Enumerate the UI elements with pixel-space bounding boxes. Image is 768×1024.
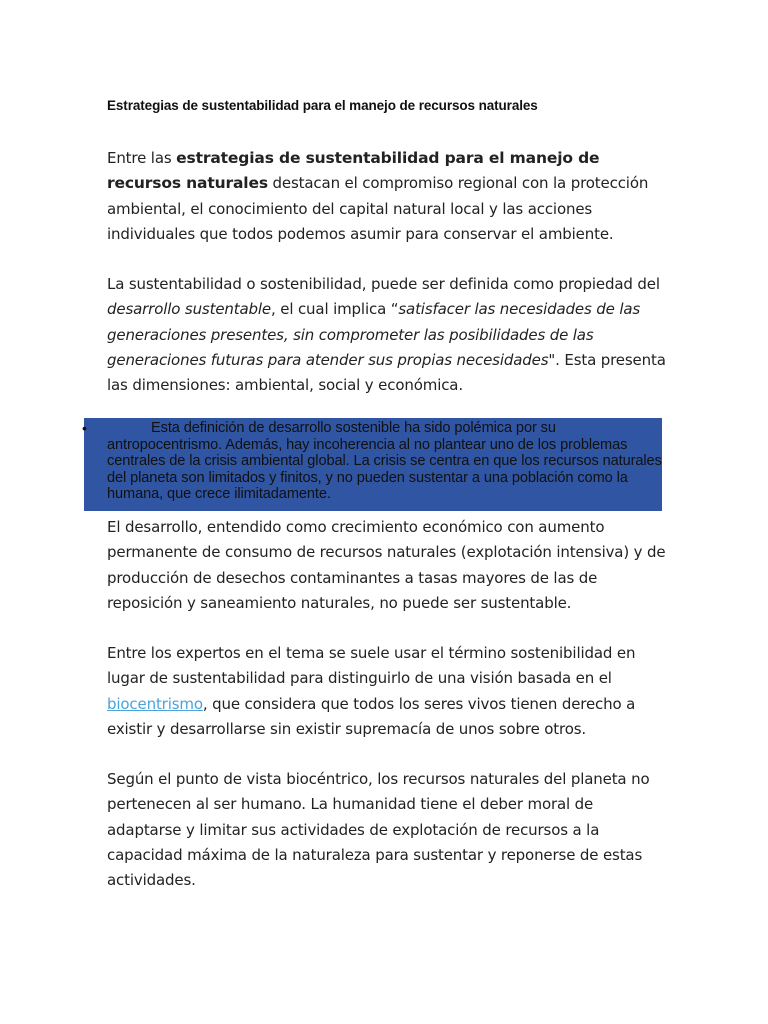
definition-quote: satisfacer las necesidades de las generaciones presentes, sin comprometer las posibilidades de las generaciones futuras para atender sus propias necesidades	[107, 300, 641, 369]
paragraph-definition	[107, 272, 667, 398]
paragraph-development: El desarrollo, entendido como crecimiento económico con aumento permanente de consumo de recursos naturales (explotación intensiva) y de producción de desechos contaminantes a tasas mayores de las de reposición y saneamiento naturales, no puede ser sustentable.	[107, 518, 666, 612]
definition-text-mid: , el cual implica “	[271, 300, 399, 319]
intro-text-end: destacan el compromiso regional con la protección ambiental, el conocimiento del capital natural local y las acciones individuales que todos podemos asumir para conservar el ambiente.	[107, 174, 649, 243]
experts-text-start: Entre los expertos en el tema se suele usar el término sostenibilidad en lugar de sustentabilidad para distinguirlo de una visión basada en el	[107, 644, 636, 688]
paragraph-experts	[107, 641, 667, 742]
intro-text-start: Entre las	[107, 149, 177, 167]
paragraph-biocentric: Según el punto de vista biocéntrico, los recursos naturales del planeta no pertenecen al ser humano. La humanidad tiene el deber moral de adaptarse y limitar sus actividades de explotación de recursos a la capacidad máxima de la naturaleza para sustentar y reponerse de estas actividades.	[107, 770, 650, 890]
biocentrismo-link[interactable]: biocentrismo	[107, 694, 203, 713]
definition-text-start: La sustentabilidad o sostenibilidad, puede ser definida como propiedad del	[107, 275, 660, 293]
bullet-paragraph	[107, 420, 667, 503]
experts-text-end: , que considera que todos los seres vivos tienen derecho a existir y desarrollarse sin existir supremacía de unos sobre otros.	[107, 694, 636, 738]
document-title: Estrategias de sustentabilidad para el manejo de recursos naturales	[107, 98, 538, 113]
definition-text-end: ". Esta presenta las dimensiones: ambiental, social y económica.	[107, 350, 666, 395]
paragraph-intro	[107, 146, 667, 247]
intro-bold-phrase: estrategias de sustentabilidad para el manejo de recursos naturales	[107, 149, 600, 193]
bullet-marker: •	[82, 420, 87, 436]
definition-term: desarrollo sustentable	[107, 300, 271, 319]
bullet-text: Esta definición de desarrollo sostenible ha sido polémica por su antropocentrismo. Además, hay incoherencia al no plantear uno de los problemas centrales de la crisis ambiental global. La crisis se centra en que los recursos naturales del planeta son limitados y finitos, y no pueden sustentar a una población como la humana, que crece ilimitadamente.	[107, 420, 662, 503]
